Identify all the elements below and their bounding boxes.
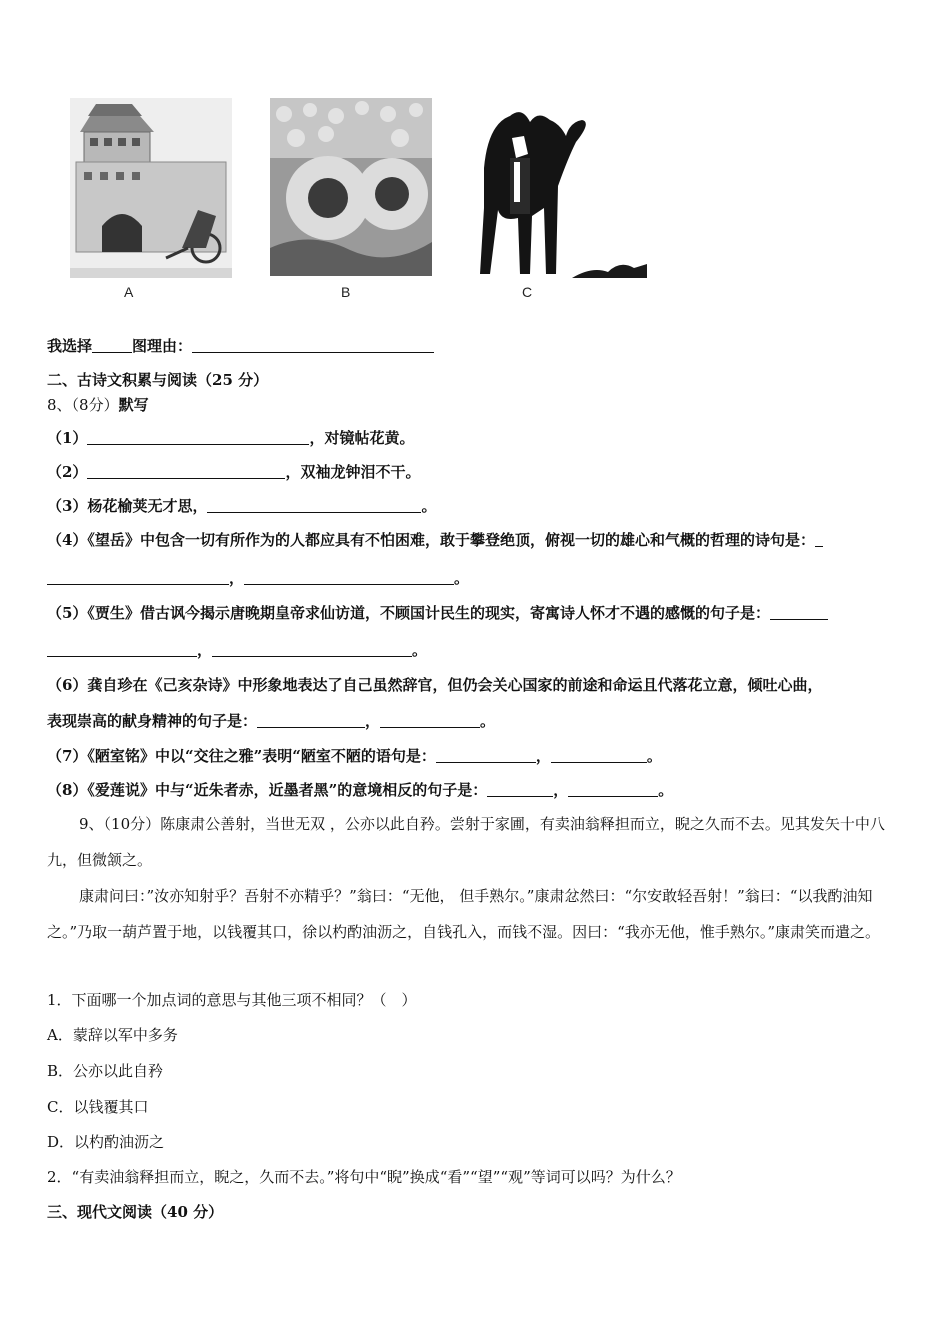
choice-blank[interactable] bbox=[92, 338, 132, 353]
answer-blank[interactable] bbox=[257, 713, 365, 728]
answer-blank[interactable] bbox=[380, 713, 480, 728]
answer-blank[interactable] bbox=[551, 748, 647, 763]
q8-title: 8、（8分）默写 bbox=[47, 396, 149, 414]
answer-blank[interactable] bbox=[487, 782, 553, 797]
answer-blank[interactable] bbox=[568, 782, 658, 797]
q8-item-5-cont: ， 。 bbox=[47, 640, 910, 660]
answer-blank[interactable] bbox=[87, 464, 285, 479]
answer-blank[interactable] bbox=[244, 570, 454, 585]
answer-blank[interactable] bbox=[436, 748, 536, 763]
q8-item-8: （8）《爱莲说》中与“近朱者赤，近墨者黑”的意境相反的句子是： ， 。 bbox=[47, 781, 674, 799]
q9-option-a[interactable]: A．蒙辞以军中多务 bbox=[47, 1026, 178, 1044]
q9-option-b[interactable]: B．公亦以此自矜 bbox=[47, 1062, 164, 1080]
answer-blank[interactable] bbox=[87, 430, 309, 445]
answer-blank[interactable] bbox=[770, 605, 828, 620]
q9-option-c[interactable]: C．以钱覆其口 bbox=[47, 1098, 149, 1116]
q8-item-2: （2） ，双袖龙钟泪不干。 bbox=[47, 463, 421, 481]
image-a bbox=[70, 98, 232, 278]
q8-item-4-cont: ， 。 bbox=[47, 568, 910, 588]
q9-passage-1: 9、（10分）陈康肃公善射，当世无双 ，公亦以此自矜。尝射于家圃，有卖油翁释担而立，睨之久而不去。见其发矢十中八九，但微颔之。 bbox=[47, 815, 885, 869]
answer-blank[interactable] bbox=[815, 532, 823, 547]
q9-option-d[interactable]: D．以杓酌油沥之 bbox=[47, 1133, 165, 1151]
q9-passage-2: 康肃问曰：”汝亦知射乎？吾射不亦精乎？”翁曰：“无他， 但手熟尔。”康肃忿然曰：“尔安敢轻吾射！”翁曰：“以我酌油知之。”乃取一葫芦置于地，以钱覆其口，徐以杓酌油沥之，自钱孔入，而钱不湿。因曰：“我亦无他，惟手熟尔。”康肃笑而遣之。 bbox=[47, 887, 881, 941]
q9-subquestion-2: 2．“有卖油翁释担而立，睨之，久而不去。”将句中“睨”换成“看”“望”“观”等词可以吗？为什么？ bbox=[47, 1168, 681, 1186]
image-c bbox=[472, 98, 647, 278]
answer-blank[interactable] bbox=[47, 570, 229, 585]
answer-blank[interactable] bbox=[212, 642, 412, 657]
choice-line: 我选择 图理由： bbox=[47, 336, 910, 356]
q8-item-6: （6）龚自珍在《己亥杂诗》中形象地表达了自己虽然辞官，但仍会关心国家的前途和命运且代落花立意，倾吐心曲， bbox=[47, 676, 823, 694]
q9-subquestion-1: 1．下面哪一个加点词的意思与其他三项不相同？（ ） bbox=[47, 991, 417, 1009]
image-b-caption: B bbox=[341, 284, 351, 300]
answer-blank[interactable] bbox=[47, 642, 197, 657]
q8-item-3: （3）杨花榆荚无才思， 。 bbox=[47, 497, 437, 515]
image-a-caption: A bbox=[124, 284, 134, 300]
reason-blank[interactable] bbox=[192, 338, 434, 353]
section3-title: 三、现代文阅读（40 分） bbox=[47, 1203, 224, 1221]
image-b bbox=[270, 98, 432, 276]
q8-item-5: （5）《贾生》借古讽今揭示唐晚期皇帝求仙访道，不顾国计民生的现实，寄寓诗人怀才不遇的感慨的句子是： bbox=[47, 603, 910, 623]
q8-item-4: （4）《望岳》中包含一切有所作为的人都应具有不怕困难，敢于攀登绝顶，俯视一切的雄心和气概的哲理的诗句是： bbox=[47, 530, 910, 550]
image-c-caption: C bbox=[522, 284, 533, 300]
q8-item-6-cont: 表现崇高的献身精神的句子是： ， 。 bbox=[47, 712, 496, 730]
section2-title: 二、古诗文积累与阅读（25 分） bbox=[47, 371, 269, 389]
answer-blank[interactable] bbox=[207, 498, 421, 513]
q8-item-7: （7）《陋室铭》中以“交往之雅”表明“陋室不陋的语句是： ， 。 bbox=[47, 747, 662, 765]
q8-item-1: （1） ，对镜帖花黄。 bbox=[47, 429, 415, 447]
